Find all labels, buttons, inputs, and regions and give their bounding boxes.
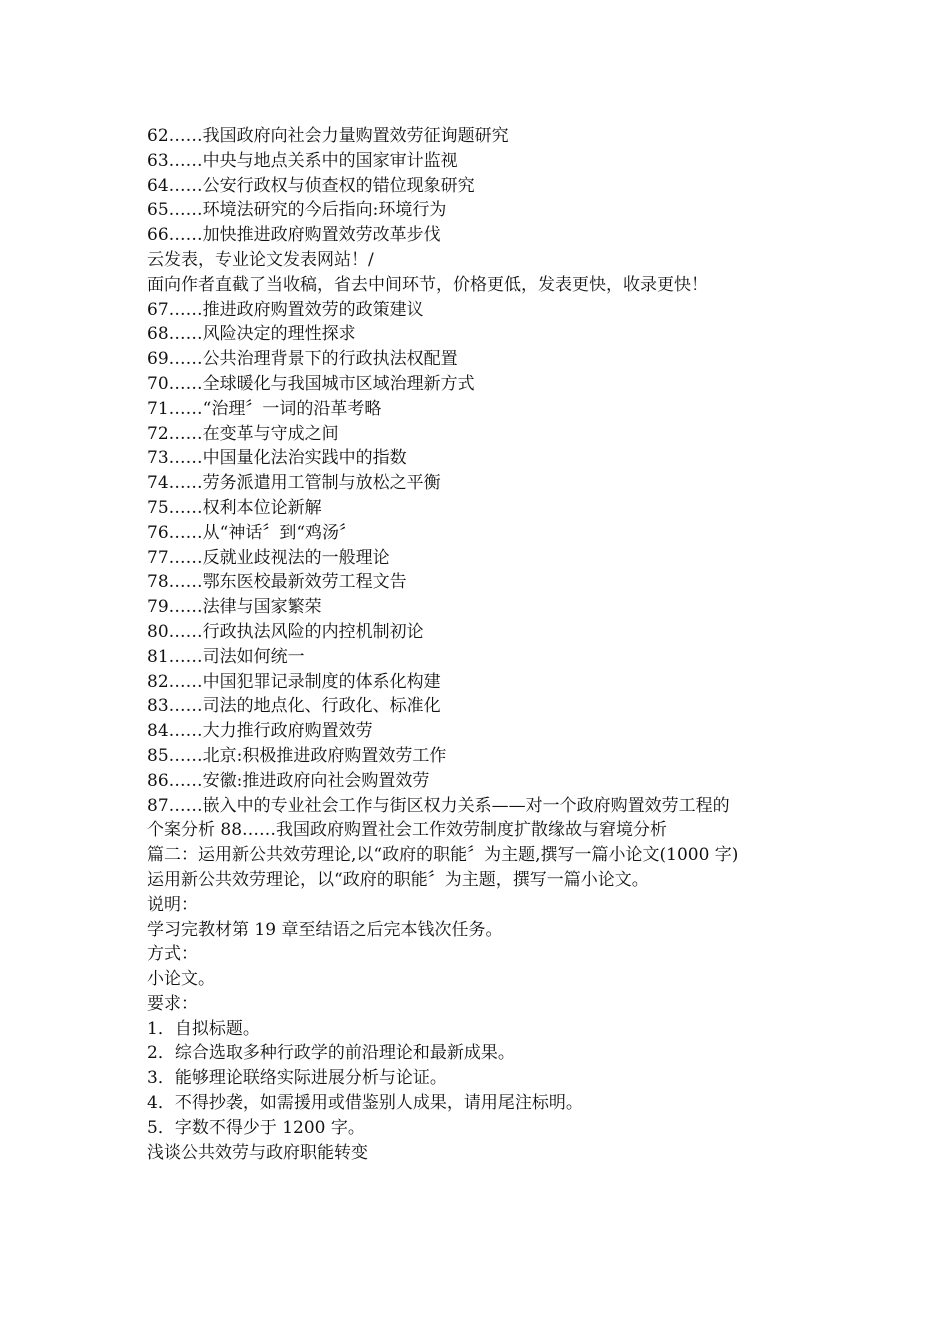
list-item: 75……权利本位论新解: [147, 497, 322, 518]
list-item: 72……在变革与守成之间: [147, 423, 339, 444]
list-item: 86……安徽:推进政府向社会购置效劳: [147, 770, 430, 791]
list-item: 85……北京:积极推进政府购置效劳工作: [147, 745, 447, 766]
label-text: 说明：: [147, 894, 198, 915]
list-item: 82……中国犯罪记录制度的体系化构建: [147, 671, 441, 692]
paragraph: 学习完教材第 19 章至结语之后完本钱次任务。: [147, 919, 503, 940]
list-item: 74……劳务派遣用工管制与放松之平衡: [147, 473, 441, 494]
list-item: 87……嵌入中的专业社会工作与街区权力关系——对一个政府购置效劳工程的: [147, 795, 730, 816]
list-item: 63……中央与地点关系中的国家审计监视: [147, 150, 458, 171]
list-item: 73……中国量化法治实践中的指数: [147, 448, 407, 469]
paragraph: 小论文。: [147, 969, 215, 990]
label-text: 要求：: [147, 993, 198, 1014]
requirement-item: 5．字数不得少于 1200 字。: [147, 1117, 365, 1138]
list-item: 62……我国政府向社会力量购置效劳征询题研究: [147, 126, 509, 146]
requirement-item: 3．能够理论联络实际进展分析与论证。: [147, 1068, 447, 1089]
list-item: 84……大力推行政府购置效劳: [147, 721, 373, 742]
promo-line: 云发表，专业论文发表网站！/: [147, 249, 374, 270]
requirement-item: 4．不得抄袭，如需援用或借鉴别人成果，请用尾注标明。: [147, 1093, 583, 1114]
list-item: 64……公安行政权与侦查权的错位现象研究: [147, 175, 475, 196]
list-item: 77……反就业歧视法的一般理论: [147, 547, 390, 568]
list-item: 71……“治理〞一词的沿革考略: [147, 398, 382, 419]
requirement-item: 2．综合选取多种行政学的前沿理论和最新成果。: [147, 1043, 515, 1064]
list-item: 80……行政执法风险的内控机制初论: [147, 621, 424, 642]
list-item: 76……从“神话〞到“鸡汤〞: [147, 522, 357, 543]
list-item: 65……环境法研究的今后指向:环境行为: [147, 200, 447, 221]
essay-title: 浅谈公共效劳与政府职能转变: [147, 1142, 368, 1163]
list-item: 79……法律与国家繁荣: [147, 597, 322, 618]
list-item: 81……司法如何统一: [147, 646, 305, 667]
list-item: 78……鄂东医校最新效劳工程文告: [147, 572, 407, 593]
promo-line: 面向作者直截了当收稿，省去中间环节，价格更低，发表更快，收录更快！: [147, 274, 708, 295]
section-heading: 篇二：运用新公共效劳理论,以“政府的职能〞为主题,撰写一篇小论文(1000 字): [147, 845, 739, 866]
paragraph: 运用新公共效劳理论，以“政府的职能〞为主题，撰写一篇小论文。: [147, 869, 649, 890]
list-item: 70……全球暖化与我国城市区域治理新方式: [147, 373, 475, 394]
label-text: 方式：: [147, 944, 198, 965]
list-item: 69……公共治理背景下的行政执法权配置: [147, 349, 458, 370]
document-body: [147, 124, 847, 1165]
requirement-item: 1．自拟标题。: [147, 1018, 260, 1039]
list-item: 68……风险决定的理性探求: [147, 324, 356, 345]
list-item: 67……推进政府购置效劳的政策建议: [147, 299, 424, 320]
list-item: 83……司法的地点化、行政化、标准化: [147, 696, 441, 717]
list-item: 66……加快推进政府购置效劳改革步伐: [147, 225, 441, 246]
list-item: 个案分析 88……我国政府购置社会工作效劳制度扩散缘故与窘境分析: [147, 820, 668, 841]
